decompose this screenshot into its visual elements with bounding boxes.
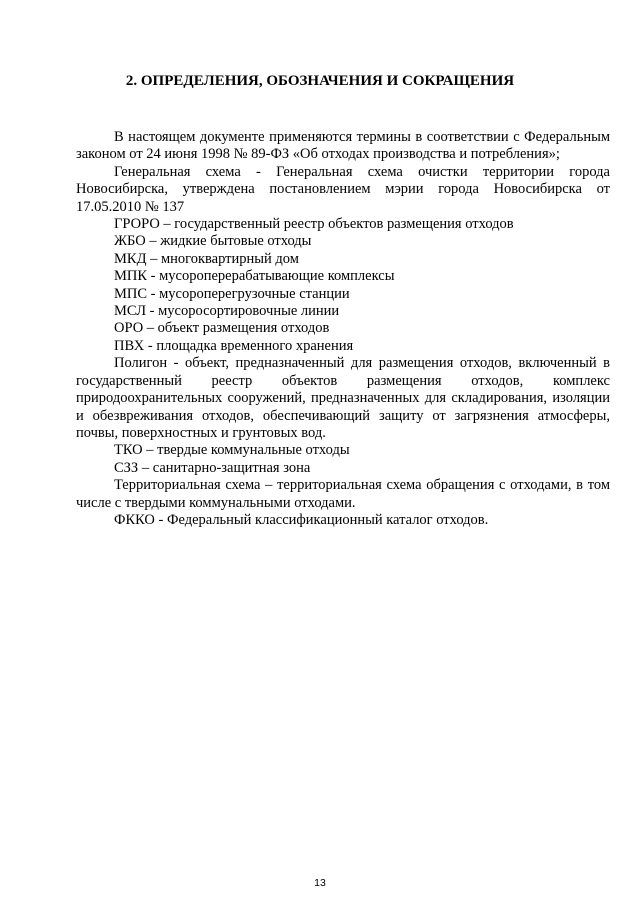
definition-szz: СЗЗ – санитарно-защитная зона — [114, 459, 311, 476]
definition-mpk: МПК - мусороперерабатывающие комплексы — [114, 268, 395, 285]
definition-groro: ГРОРО – государственный реестр объектов размещения отходов — [114, 216, 514, 233]
definition-msl: МСЛ - мусоросортировочные линии — [114, 303, 340, 320]
page-number: 13 — [314, 877, 326, 889]
definition-mps: МПС - мусороперегрузочные станции — [114, 285, 350, 302]
paragraph-intro: В настоящем документе применяются термины в соответствии с Федеральным законом от 24 июня 1998 № 89-ФЗ «Об отходах производства и потребления»; — [76, 129, 610, 163]
definition-territorial-scheme: Территориальная схема – территориальная схема обращения с отходами, в том числе с твердыми коммунальными отходами. — [76, 477, 610, 511]
section-title: 2. ОПРЕДЕЛЕНИЯ, ОБОЗНАЧЕНИЯ И СОКРАЩЕНИЯ — [125, 73, 515, 89]
definition-landfill: Полигон - объект, предназначенный для размещения отходов, включенный в государственный реестр объектов размещения отходов, комплекс природоохранительных сооружений, предназначенных для складирования, изоляции и обезвреживания отходов, обеспечивающий защиту от загрязнения атмосферы, почвы, поверхностных и грунтовых вод. — [76, 355, 610, 441]
definition-zhbo: ЖБО – жидкие бытовые отходы — [114, 233, 312, 250]
definitions-list — [76, 129, 610, 529]
definition-pvh: ПВХ - площадка временного хранения — [114, 337, 354, 354]
definition-oro: ОРО – объект размещения отходов — [114, 320, 330, 337]
definition-tko: ТКО – твердые коммунальные отходы — [114, 442, 350, 459]
definition-general-scheme: Генеральная схема - Генеральная схема очистки территории города Новосибирска, утверждена постановлением мэрии города Новосибирска от 17.05.2010 № 137 — [76, 163, 610, 215]
definition-fkko: ФККО - Федеральный классификационный каталог отходов. — [114, 511, 489, 528]
definition-mkd: МКД – многоквартирный дом — [114, 250, 299, 267]
